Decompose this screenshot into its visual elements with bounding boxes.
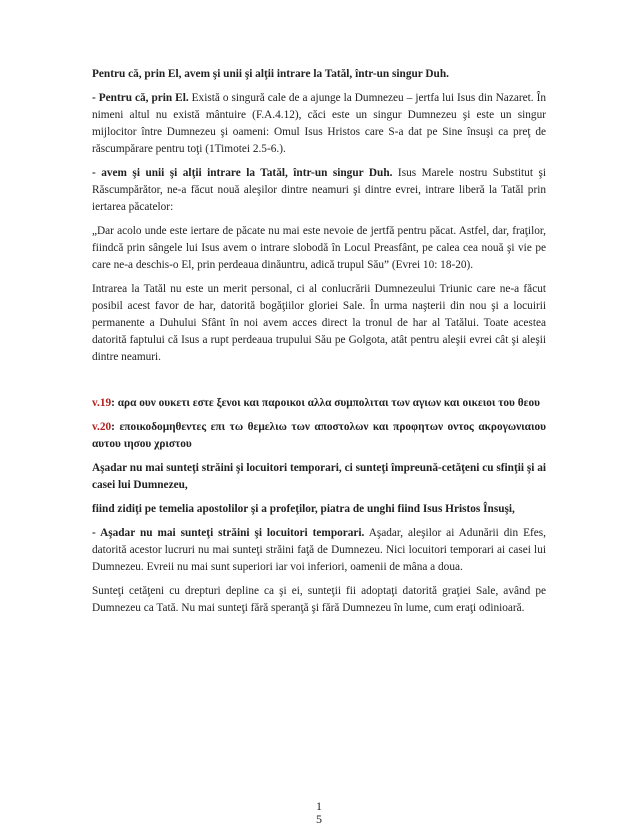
commentary-paragraph: Sunteţi cetăţeni cu drepturi depline ca şi ei, sunteţii fii adoptaţi datorită graţiei Sale, având pe Dumnezeu ca Tată. Nu mai sunteţi fără speranţă şi fără Dumnezeu în lume, cum eraţi odinioară. [92, 585, 546, 614]
page-content [92, 66, 546, 624]
greek-verse-20 [92, 419, 546, 453]
commentary-paragraph: Intrarea la Tatăl nu este un merit personal, ci al conlucrării Dumnezeului Triunic care ne-a făcut posibil acest favor de har, datorită bogăţiilor gloriei Sale. În urma naşterii din nou şi a locuirii permanente a Duhului Sfânt în noi avem acces direct la tronul de har al Tatălui. Toate acestea datorită faptului că Isus a rupt perdeaua trupului Său pe Golgota, atât pentru aleşii evrei cât şi aleşii dintre neamuri. [92, 283, 546, 363]
page-number [312, 800, 326, 826]
verse-heading-romanian: Pentru că, prin El, avem şi unii şi alţii intrare la Tatăl, într-un singur Duh. [92, 68, 449, 80]
verse-reference: v.20 [92, 421, 112, 433]
commentary-paragraph [92, 165, 546, 216]
verse-separator: : [111, 397, 118, 409]
commentary-text: Aşadar, aleşilor ai Adunării din Efes, datorită acestor lucruri nu mai sunteţi străini faţă de Dumnezeu. Nici locuitori temporari ai casei lui Dumnezeu. Evreii nu mai sunt superiori iar voi inferiori, oamenii de mâna a doua. [92, 527, 546, 573]
section-spacer [92, 373, 546, 395]
greek-text: αρα ουν ουκετι εστε ξενοι και παροικοι αλλα συμπολιται των αγιων και οικειοι του θεου [117, 397, 540, 409]
greek-verse-19 [92, 395, 546, 412]
page-number-line2: 5 [316, 812, 322, 826]
verse-translation-19: Aşadar nu mai sunteţi străini şi locuitori temporari, ci sunteţi împreună-cetăţeni cu sfinţii şi ai casei lui Dumnezeu, [92, 462, 546, 491]
verse-reference: v.19 [92, 397, 112, 409]
commentary-lead: - Pentru că, prin El. [92, 92, 189, 104]
verse-translation-20: fiind zidiţi pe temelia apostolilor şi a profeţilor, piatra de unghi fiind Isus Hristos Însuşi, [92, 503, 515, 515]
verse-separator: : [111, 421, 120, 433]
greek-text: εποικοδομηθεντες επι τω θεμελιω των αποστολων και προφητων οντος ακρογωνιαιου αυτου ιησου χριστου [92, 421, 547, 450]
scripture-quote: „Dar acolo unde este iertare de păcate nu mai este nevoie de jertfă pentru păcat. Astfel, dar, fraţilor, fiindcă prin sângele lui Isus avem o intrare slobodă în Locul Preasfânt, pe calea cea nouă şi vie pe care ne-a deschis-o El, prin perdeaua dinăuntru, adică trupul Său” (Evrei 10: 18-20). [92, 225, 546, 271]
commentary-lead: - avem şi unii şi alţii intrare la Tatăl, într-un singur Duh. [92, 167, 393, 179]
commentary-paragraph [92, 525, 546, 576]
page-number-line1: 1 [316, 799, 322, 813]
commentary-text: Există o singură cale de a ajunge la Dumnezeu – jertfa lui Isus din Nazaret. În nimeni altul nu există mântuire (F.A.4.12), căci este un singur Dumnezeu şi este un singur mijlocitor între Dumnezeu şi oameni: Omul Isus Hristos care S-a dat pe Sine însuşi ca preţ de răscumpărare pentru toţi (1Timotei 2.5-6.). [92, 92, 546, 155]
commentary-text: Isus Marele nostru Substitut şi Răscumpărător, ne-a făcut nouă aleşilor dintre neamuri şi dintre evrei, intrare liberă la Tatăl prin iertarea păcatelor: [92, 167, 546, 213]
commentary-lead: - Aşadar nu mai sunteţi străini şi locuitori temporari. [92, 527, 365, 539]
commentary-paragraph [92, 90, 546, 158]
